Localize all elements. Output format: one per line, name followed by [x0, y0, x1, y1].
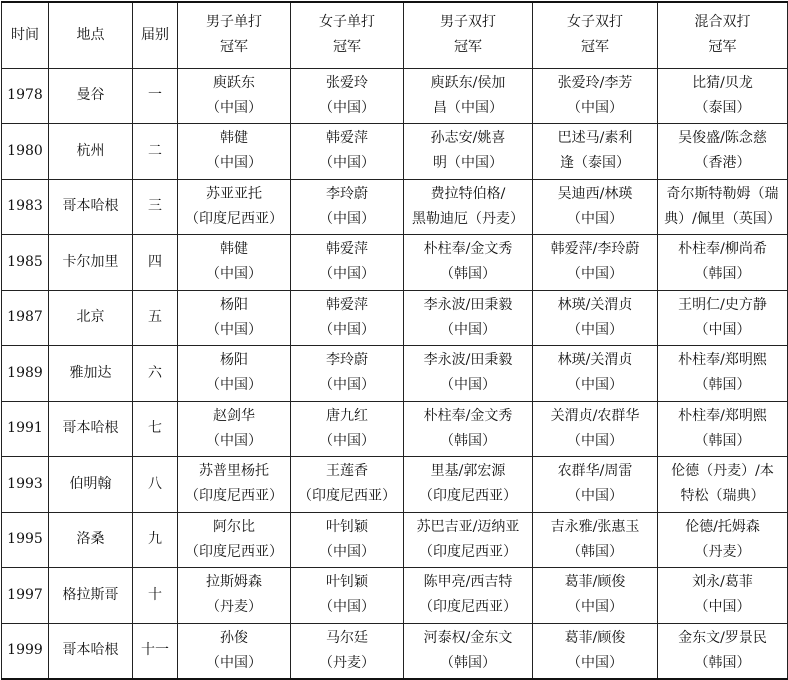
champion-line: 庾跃东/侯加 [430, 74, 506, 91]
year-cell: 1995 [2, 512, 49, 568]
edition-cell: 十 [133, 568, 178, 624]
place-cell: 哥本哈根 [49, 623, 133, 679]
champion-line: 唐九红 [326, 407, 368, 424]
place-cell: 伯明翰 [49, 457, 133, 513]
womens-doubles-cell [533, 68, 658, 124]
mens-doubles-cell [404, 401, 533, 457]
champion-line: （中国） [319, 210, 375, 227]
champion-line: 李永波/田秉毅 [423, 352, 513, 369]
header-line: 男子单打 [206, 14, 262, 31]
champion-line: 林瑛/关渭贞 [557, 352, 633, 369]
place-cell: 卡尔加里 [49, 235, 133, 291]
champion-line: 伦德（丹麦）/本 [671, 463, 774, 480]
champion-line: （韩国） [440, 432, 496, 449]
womens-doubles-cell [533, 179, 658, 235]
champion-line: （印度尼西亚） [419, 488, 517, 505]
womens-singles-cell [291, 457, 404, 513]
place-cell: 杭州 [49, 124, 133, 180]
mixed-doubles-cell [658, 68, 788, 124]
champion-line: 巴述马/素利 [557, 130, 633, 147]
champion-line: 庾跃东 [213, 74, 255, 91]
mixed-doubles-cell [658, 290, 788, 346]
champion-line: 韩爱萍/李玲蔚 [550, 241, 640, 258]
champion-line: （中国） [319, 321, 375, 338]
womens-doubles-cell [533, 568, 658, 624]
champion-line: 昌（中国） [433, 99, 503, 116]
table-row [2, 568, 788, 624]
womens-singles-cell [291, 124, 404, 180]
champion-line: （中国） [319, 155, 375, 172]
champion-line: 吴迪西/林瑛 [557, 185, 633, 202]
header-line: 冠军 [220, 39, 248, 56]
champion-line: （丹麦） [319, 654, 375, 671]
champion-line: 比猜/贝龙 [692, 74, 753, 91]
champion-line: 金东文/罗景民 [678, 629, 767, 646]
champion-line: （韩国） [694, 377, 751, 394]
champion-line: 赵剑华 [213, 407, 255, 424]
place-cell: 北京 [49, 290, 133, 346]
champion-line: 明（中国） [433, 155, 503, 172]
champion-line: 孙志安/姚喜 [430, 130, 506, 147]
table-row [2, 512, 788, 568]
mixed-doubles-cell [658, 568, 788, 624]
edition-cell: 六 [133, 346, 178, 402]
mens-doubles-cell [404, 568, 533, 624]
womens-doubles-cell [533, 346, 658, 402]
edition-cell: 四 [133, 235, 178, 291]
year-cell: 1987 [2, 290, 49, 346]
champion-line: 特松（瑞典） [680, 488, 765, 505]
place-cell: 曼谷 [49, 68, 133, 124]
header-line: 冠军 [454, 39, 482, 56]
champion-line: （韩国） [694, 432, 751, 449]
champion-line: （印度尼西亚） [185, 210, 283, 227]
champion-line: 王明仁/史方静 [678, 296, 767, 313]
womens-doubles-cell [533, 512, 658, 568]
mixed-doubles-cell [658, 346, 788, 402]
mixed-doubles-cell [658, 401, 788, 457]
header-mens-doubles [404, 2, 533, 68]
champion-line: （中国） [319, 266, 375, 283]
table-body [2, 68, 788, 679]
champion-line: （丹麦） [694, 543, 751, 560]
place-cell: 雅加达 [49, 346, 133, 402]
womens-doubles-cell [533, 290, 658, 346]
champion-line: 伦德/托姆森 [685, 518, 760, 535]
mens-doubles-cell [404, 290, 533, 346]
year-cell: 1980 [2, 124, 49, 180]
champion-line: （韩国） [694, 266, 751, 283]
champion-line: 叶钊颖 [326, 574, 368, 591]
mixed-doubles-cell [658, 512, 788, 568]
mens-singles-cell [178, 457, 291, 513]
header-edition: 届别 [133, 2, 178, 68]
header-line: 男子双打 [440, 14, 496, 31]
place-cell: 哥本哈根 [49, 401, 133, 457]
champions-table [1, 1, 788, 680]
champion-line: 关渭贞/农群华 [550, 407, 640, 424]
place-cell: 哥本哈根 [49, 179, 133, 235]
womens-singles-cell [291, 568, 404, 624]
champion-line: （丹麦） [206, 599, 262, 616]
year-cell: 1985 [2, 235, 49, 291]
header-womens-singles [291, 2, 404, 68]
champion-line: 李永波/田秉毅 [423, 296, 513, 313]
champion-line: （中国） [567, 321, 623, 338]
champion-line: 韩健 [220, 130, 248, 147]
champion-line: （中国） [694, 599, 751, 616]
champion-line: （中国） [319, 543, 375, 560]
womens-doubles-cell [533, 457, 658, 513]
champion-line: （中国） [319, 432, 375, 449]
mixed-doubles-cell [658, 179, 788, 235]
place-cell: 格拉斯哥 [49, 568, 133, 624]
champion-line: 农群华/周雷 [557, 463, 633, 480]
mens-singles-cell [178, 68, 291, 124]
champion-line: 吉永雅/张惠玉 [550, 518, 640, 535]
champion-line: （中国） [206, 377, 262, 394]
champion-line: （印度尼西亚） [419, 599, 517, 616]
table-row [2, 290, 788, 346]
mens-singles-cell [178, 290, 291, 346]
womens-singles-cell [291, 401, 404, 457]
champion-line: （中国） [567, 488, 623, 505]
champion-line: 葛菲/顾俊 [564, 574, 626, 591]
champion-line: （印度尼西亚） [419, 543, 517, 560]
champion-line: （中国） [440, 377, 496, 394]
champion-line: 刘永/葛菲 [692, 574, 753, 591]
mens-singles-cell [178, 401, 291, 457]
mens-doubles-cell [404, 235, 533, 291]
edition-cell: 五 [133, 290, 178, 346]
mens-singles-cell [178, 124, 291, 180]
champion-line: （中国） [319, 599, 375, 616]
champion-line: 河泰权/金东文 [423, 629, 513, 646]
champion-line: （中国） [206, 266, 262, 283]
table-row [2, 235, 788, 291]
header-line: 混合双打 [694, 14, 751, 31]
womens-singles-cell [291, 512, 404, 568]
champion-line: 张爱玲 [326, 74, 368, 91]
champion-line: 奇尔斯特勒姆（瑞 [666, 185, 779, 202]
table-row [2, 401, 788, 457]
champion-line: 朴柱奉/柳尚希 [678, 241, 767, 258]
champion-line: 陈甲亮/西吉特 [423, 574, 513, 591]
champion-line: （中国） [319, 99, 375, 116]
champion-line: 朴柱奉/金文秀 [423, 241, 513, 258]
header-womens-doubles [533, 2, 658, 68]
champion-line: （中国） [206, 654, 262, 671]
champion-line: （中国） [694, 321, 751, 338]
champion-line: （中国） [206, 99, 262, 116]
champion-line: （中国） [567, 432, 623, 449]
champion-line: 费拉特伯格/ [430, 185, 506, 202]
year-cell: 1978 [2, 68, 49, 124]
year-cell: 1983 [2, 179, 49, 235]
womens-doubles-cell [533, 623, 658, 679]
champion-line: 孙俊 [220, 629, 248, 646]
champion-line: 苏巴吉亚/迈纳亚 [416, 518, 520, 535]
place-cell: 洛桑 [49, 512, 133, 568]
year-cell: 1991 [2, 401, 49, 457]
womens-singles-cell [291, 179, 404, 235]
champion-line: 苏亚亚托 [206, 185, 262, 202]
header-row [2, 2, 788, 68]
womens-singles-cell [291, 623, 404, 679]
champion-line: （中国） [567, 266, 623, 283]
mens-singles-cell [178, 179, 291, 235]
champion-line: （中国） [567, 210, 623, 227]
table-row [2, 124, 788, 180]
champion-line: 叶钊颖 [326, 518, 368, 535]
year-cell: 1997 [2, 568, 49, 624]
champion-line: （印度尼西亚） [185, 488, 283, 505]
champion-line: 杨阳 [220, 352, 248, 369]
header-line: 冠军 [708, 39, 737, 56]
champion-line: 里基/郭宏源 [430, 463, 506, 480]
champion-line: （中国） [440, 321, 496, 338]
champion-line: 李玲蔚 [326, 185, 368, 202]
champion-line: 葛菲/顾俊 [564, 629, 626, 646]
champion-line: （中国） [567, 654, 623, 671]
mixed-doubles-cell [658, 623, 788, 679]
header-line: 冠军 [333, 39, 361, 56]
edition-cell: 三 [133, 179, 178, 235]
edition-cell: 一 [133, 68, 178, 124]
womens-singles-cell [291, 68, 404, 124]
header-line: 女子单打 [319, 14, 375, 31]
champion-line: （中国） [319, 377, 375, 394]
table-row [2, 457, 788, 513]
womens-doubles-cell [533, 401, 658, 457]
mens-doubles-cell [404, 68, 533, 124]
champion-line: 韩健 [220, 241, 248, 258]
womens-singles-cell [291, 346, 404, 402]
champion-line: （印度尼西亚） [185, 543, 283, 560]
womens-singles-cell [291, 290, 404, 346]
mens-doubles-cell [404, 124, 533, 180]
edition-cell: 八 [133, 457, 178, 513]
champion-line: 韩爱萍 [326, 296, 368, 313]
champion-line: （中国） [206, 155, 262, 172]
mens-doubles-cell [404, 457, 533, 513]
mens-singles-cell [178, 346, 291, 402]
champion-line: 王莲香 [326, 463, 368, 480]
header-line: 女子双打 [567, 14, 623, 31]
mens-doubles-cell [404, 346, 533, 402]
edition-cell: 九 [133, 512, 178, 568]
champion-line: （中国） [567, 99, 623, 116]
womens-doubles-cell [533, 124, 658, 180]
champion-line: 逢（泰国） [560, 155, 630, 172]
champion-line: （韩国） [694, 654, 751, 671]
champion-line: （中国） [567, 377, 623, 394]
header-time: 时间 [2, 2, 49, 68]
header-place: 地点 [49, 2, 133, 68]
mens-doubles-cell [404, 623, 533, 679]
year-cell: 1993 [2, 457, 49, 513]
mens-singles-cell [178, 235, 291, 291]
champion-line: 吴俊盛/陈念慈 [678, 130, 767, 147]
champion-line: 张爱玲/李芳 [557, 74, 633, 91]
champion-line: 朴柱奉/金文秀 [423, 407, 513, 424]
champion-line: 林瑛/关渭贞 [557, 296, 633, 313]
champion-line: （泰国） [694, 99, 751, 116]
champion-line: 朴柱奉/郑明熙 [678, 352, 767, 369]
mixed-doubles-cell [658, 235, 788, 291]
table-row [2, 623, 788, 679]
table-row [2, 68, 788, 124]
table-row [2, 179, 788, 235]
womens-doubles-cell [533, 235, 658, 291]
champion-line: 马尔廷 [326, 629, 368, 646]
mixed-doubles-cell [658, 457, 788, 513]
champion-line: 苏普里杨托 [199, 463, 269, 480]
champion-line: 阿尔比 [213, 518, 255, 535]
champion-line: （印度尼西亚） [298, 488, 396, 505]
edition-cell: 二 [133, 124, 178, 180]
champion-line: 韩爱萍 [326, 241, 368, 258]
champion-line: （韩国） [567, 543, 623, 560]
mens-doubles-cell [404, 179, 533, 235]
champion-line: （韩国） [440, 266, 496, 283]
champion-line: 典）/佩里（英国） [664, 210, 781, 227]
year-cell: 1999 [2, 623, 49, 679]
mixed-doubles-cell [658, 124, 788, 180]
edition-cell: 十一 [133, 623, 178, 679]
champion-line: 拉斯姆森 [206, 574, 262, 591]
champion-line: （香港） [694, 155, 751, 172]
champion-line: 朴柱奉/郑明熙 [678, 407, 767, 424]
mens-doubles-cell [404, 512, 533, 568]
womens-singles-cell [291, 235, 404, 291]
mens-singles-cell [178, 512, 291, 568]
mens-singles-cell [178, 623, 291, 679]
header-mixed-doubles [658, 2, 788, 68]
champion-line: 杨阳 [220, 296, 248, 313]
champion-line: 黑勒迪厄（丹麦） [412, 210, 524, 227]
year-cell: 1989 [2, 346, 49, 402]
mens-singles-cell [178, 568, 291, 624]
table-row [2, 346, 788, 402]
edition-cell: 七 [133, 401, 178, 457]
champion-line: 李玲蔚 [326, 352, 368, 369]
champion-line: （中国） [567, 599, 623, 616]
header-mens-singles [178, 2, 291, 68]
header-line: 冠军 [581, 39, 609, 56]
champion-line: （韩国） [440, 654, 496, 671]
champion-line: 韩爱萍 [326, 130, 368, 147]
champion-line: （中国） [206, 432, 262, 449]
champion-line: （中国） [206, 321, 262, 338]
